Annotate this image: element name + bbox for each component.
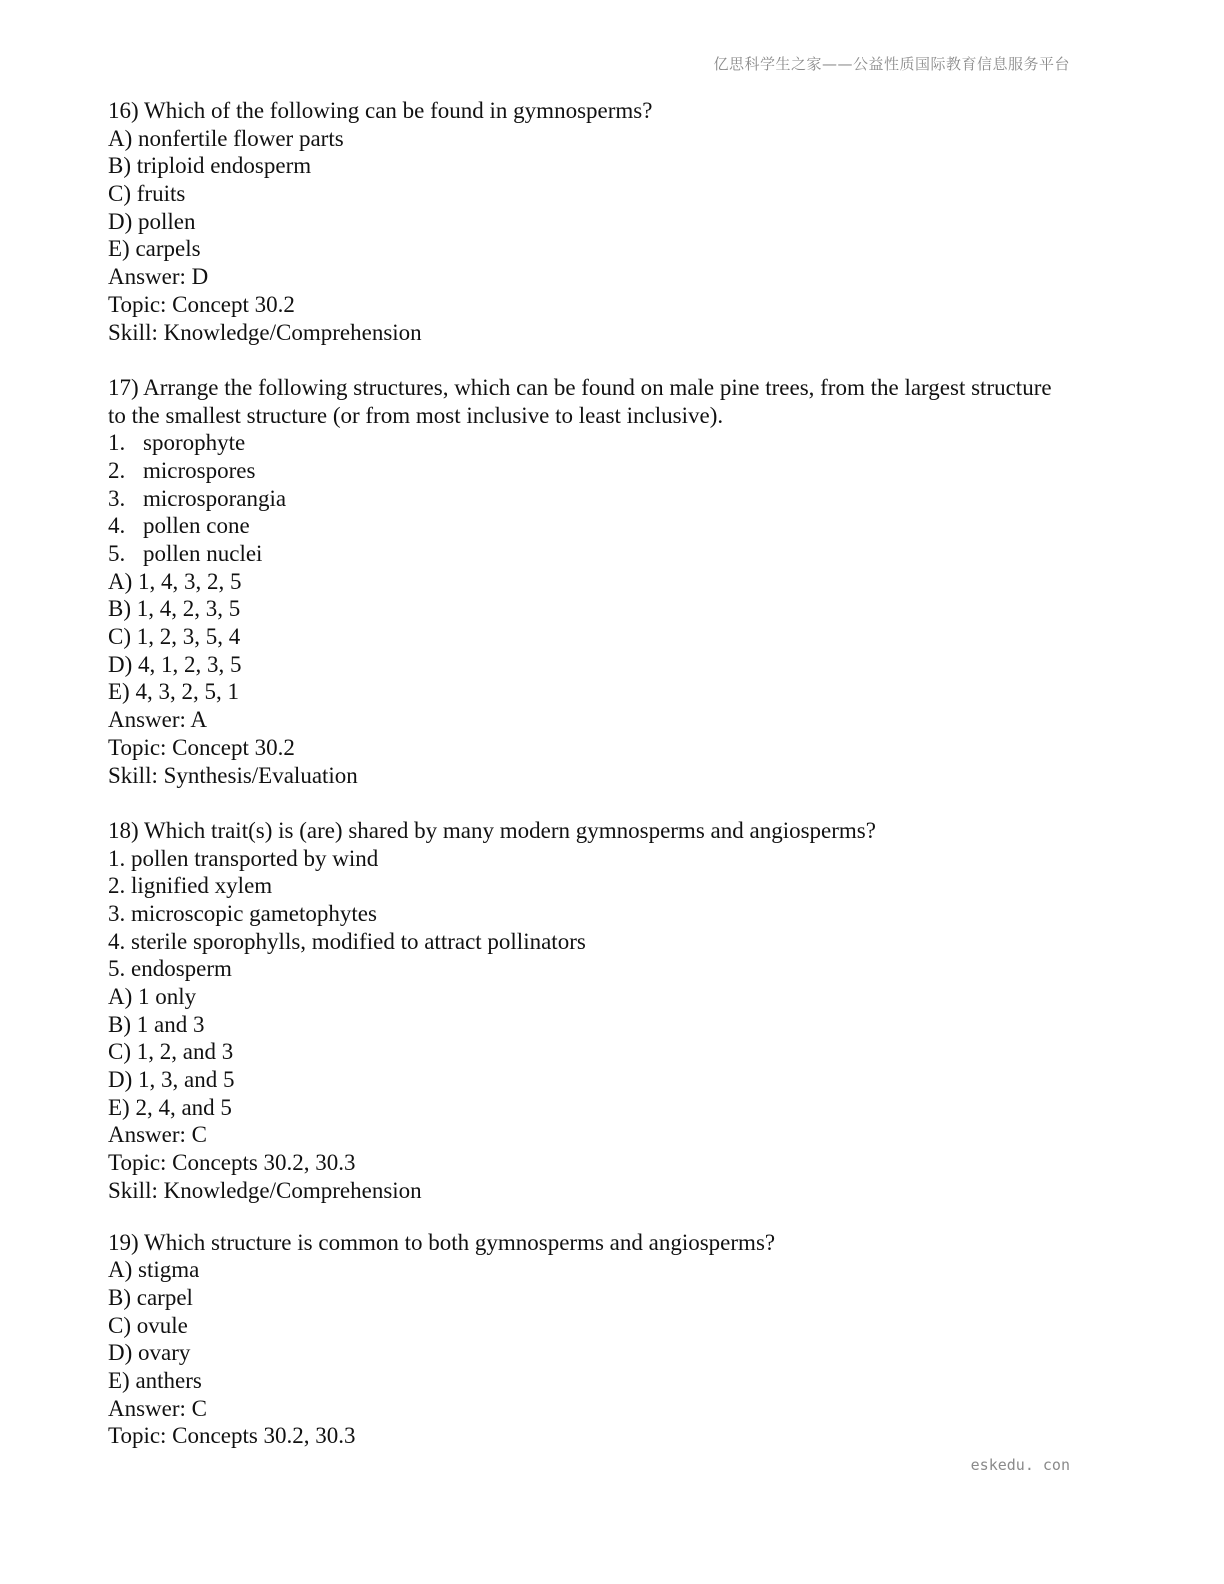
item-number: 3. [108,485,126,511]
structure-item [108,512,1108,540]
question-stem: 18) Which trait(s) is (are) shared by many modern gymnosperms and angiosperms? [108,817,876,843]
item-text: microsporangia [143,485,287,511]
header-watermark: 亿思科学生之家——公益性质国际教育信息服务平台 [713,55,1070,73]
option-e: E) 2, 4, and 5 [108,1094,232,1120]
answer-line: Answer: C [108,1122,208,1148]
question-17 [108,374,1108,789]
topic-line: Topic: Concept 30.2 [108,734,295,760]
item-number: 1. [108,430,126,456]
trait-item: 3. microscopic gametophytes [108,900,377,926]
option-b: B) carpel [108,1284,193,1310]
option-c: C) ovule [108,1312,188,1338]
option-c: C) 1, 2, 3, 5, 4 [108,624,241,650]
option-e: E) carpels [108,236,201,262]
option-d: D) ovary [108,1340,191,1366]
item-text: pollen nuclei [143,541,263,566]
topic-line: Topic: Concepts 30.2, 30.3 [108,1150,356,1176]
option-d: D) 4, 1, 2, 3, 5 [108,651,242,677]
option-c: C) fruits [108,181,186,207]
answer-line: Answer: C [108,1395,208,1421]
option-e: E) anthers [108,1367,202,1393]
item-text: sporophyte [143,430,246,456]
footer-site: eskedu. con [970,1456,1070,1474]
option-e: E) 4, 3, 2, 5, 1 [108,679,239,705]
topic-line: Topic: Concept 30.2 [108,291,295,317]
question-18 [108,817,1108,1205]
question-stem: 16) Which of the following can be found in gymnosperms? [108,98,653,123]
item-text: pollen cone [143,513,250,539]
topic-line: Topic: Concepts 30.2, 30.3 [108,1423,356,1449]
structure-item [108,429,1108,457]
skill-line: Skill: Knowledge/Comprehension [108,1177,422,1203]
option-d: D) 1, 3, and 5 [108,1067,235,1093]
item-text: microspores [143,457,256,483]
structure-item [108,457,1108,485]
question-stem: 19) Which structure is common to both gymnosperms and angiosperms? [108,1229,776,1255]
skill-line: Skill: Synthesis/Evaluation [108,762,358,788]
spacer [108,346,1108,374]
option-a: A) nonfertile flower parts [108,125,344,151]
answer-line: Answer: A [108,707,208,733]
answer-line: Answer: D [108,264,209,290]
spacer [108,1205,1108,1229]
skill-line: Skill: Knowledge/Comprehension [108,319,422,345]
question-16 [108,97,1108,346]
item-number: 2. [108,457,126,483]
item-number: 5. [108,541,126,566]
trait-item: 2. lignified xylem [108,873,273,899]
option-b: B) 1 and 3 [108,1011,205,1037]
option-b: B) 1, 4, 2, 3, 5 [108,596,241,622]
structure-item [108,540,1108,568]
option-a: A) stigma [108,1257,200,1283]
question-stem-line-2: to the smallest structure (or from most inclusive to least inclusive). [108,402,724,428]
question-list [108,97,1108,1450]
option-a: A) 1, 4, 3, 2, 5 [108,568,242,594]
option-c: C) 1, 2, and 3 [108,1039,234,1065]
structure-item [108,485,1108,513]
trait-item: 5. endosperm [108,956,232,982]
item-number: 4. [108,513,126,539]
option-d: D) pollen [108,208,196,234]
trait-item: 4. sterile sporophylls, modified to attract pollinators [108,928,586,954]
question-19 [108,1229,1108,1451]
trait-item: 1. pollen transported by wind [108,845,379,871]
question-stem-line-1: 17) Arrange the following structures, which can be found on male pine trees, from the largest structure [108,374,1052,400]
option-b: B) triploid endosperm [108,153,312,179]
spacer [108,789,1108,817]
option-a: A) 1 only [108,984,197,1009]
